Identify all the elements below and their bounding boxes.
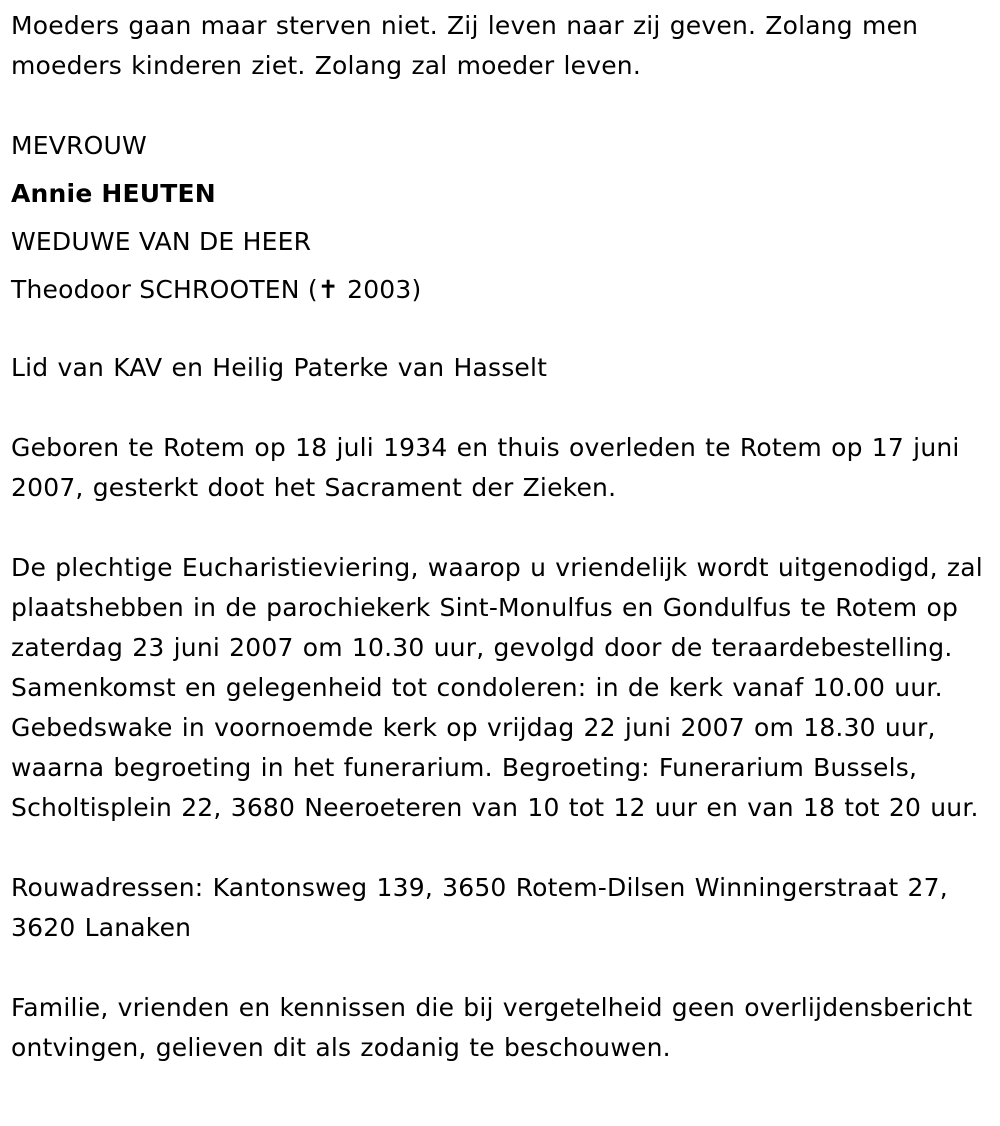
closing-note-text: Familie, vrienden en kennissen die bij vergetelheid geen overlijdensbericht ontvingen, gelieven dit als zodanig te beschouwen. [11, 993, 973, 1062]
spacer [11, 948, 992, 988]
spacer [11, 388, 992, 428]
mourning-addresses-text: Rouwadressen: Kantonsweg 139, 3650 Rotem-Dilsen Winningerstraat 27, 3620 Lanaken [11, 873, 948, 942]
spacer [11, 314, 992, 348]
spouse-name: Theodoor SCHROOTEN (✝ 2003) [11, 275, 422, 304]
spacer [11, 828, 992, 868]
ceremony-text: De plechtige Eucharistieviering, waarop u vriendelijk wordt uitgenodigd, zal plaatshebben in de parochiekerk Sint-Monulfus en Gondulfus te Rotem op zaterdag 23 juni 2007 om 10.30 uur, gevolgd door de teraardebestelling. Samenkomst en gelegenheid tot condoleren: in de kerk vanaf 10.00 uur. Gebedswake in voornoemde kerk op vrijdag 22 juni 2007 om 18.30 uur, waarna begroeting in het funerarium. Begroeting: Funerarium Bussels, Scholtisplein 22, 3680 Neeroeteren van 10 tot 12 uur en van 18 tot 20 uur. [11, 553, 983, 822]
opening-verse: Moeders gaan maar sterven niet. Zij leven naar zij geven. Zolang men moeders kinderen ziet. Zolang zal moeder leven. [11, 11, 919, 80]
deceased-name: Annie HEUTEN [11, 179, 216, 208]
membership-text: Lid van KAV en Heilig Paterke van Hasselt [11, 353, 548, 382]
relation-label: WEDUWE VAN DE HEER [11, 227, 312, 256]
birth-death-text: Geboren te Rotem op 18 juli 1934 en thuis overleden te Rotem op 17 juni 2007, gesterkt doot het Sacrament der Zieken. [11, 433, 960, 502]
name-block [11, 122, 992, 314]
honorific-title: MEVROUW [11, 131, 147, 160]
spacer [11, 508, 992, 548]
spacer [11, 86, 992, 120]
